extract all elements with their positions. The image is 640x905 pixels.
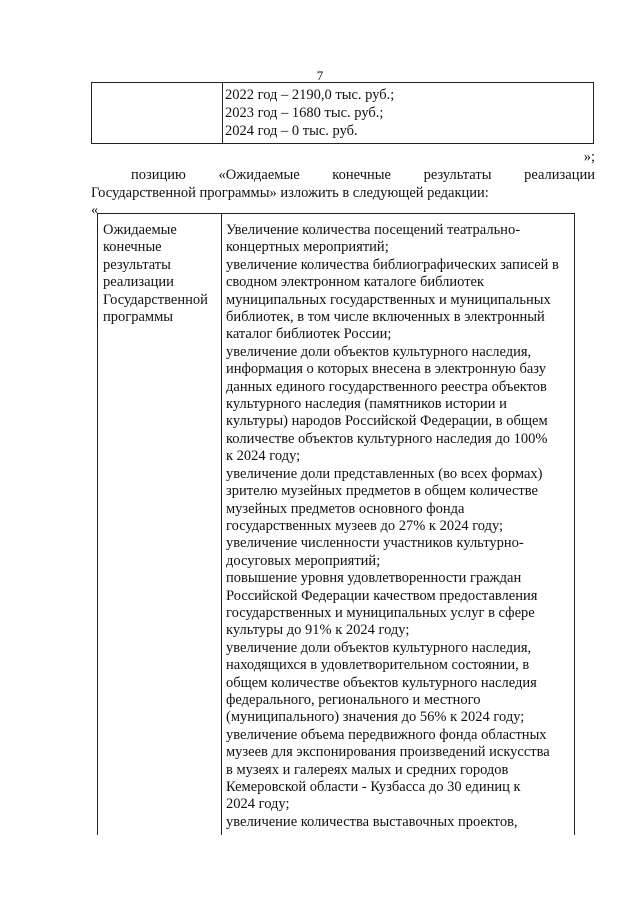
table-column-divider <box>222 83 223 143</box>
text-line: музеев для экспонирования произведений искусства <box>226 744 550 761</box>
text-line: увеличение количества выставочных проектов, <box>226 813 518 830</box>
text-line: библиотек, в том числе включенных в электронный <box>226 309 545 326</box>
results-table-content-cell <box>226 222 574 831</box>
text-line: Ожидаемые <box>103 222 177 238</box>
text-line: (муниципального) значения до 56% к 2024 году; <box>226 709 525 726</box>
text-line: федерального, регионального и местного <box>226 691 481 708</box>
text-line: культуры) народов Российской Федерации, в общем <box>226 413 548 430</box>
text-line: увеличение численности участников культурно- <box>226 535 524 552</box>
funding-line: 2023 год – 1680 тыс. руб.; <box>225 105 384 121</box>
text-line: культуры до 91% к 2024 году; <box>226 622 410 639</box>
instruction-line-2: Государственной программы» изложить в следующей редакции: <box>91 185 489 201</box>
text-line: повышение уровня удовлетворенности граждан <box>226 570 522 587</box>
text-line: количестве объектов культурного наследия до 100% <box>226 430 548 447</box>
text-line: зрителю музейных предметов в общем количестве <box>226 483 538 500</box>
results-table <box>97 213 575 835</box>
text-line: каталог библиотек России; <box>226 326 392 343</box>
text-line: концертных мероприятий; <box>226 239 389 256</box>
text-line: информация о которых внесена в электронную базу <box>226 361 546 378</box>
text-line: конечные <box>103 239 162 256</box>
text-line: увеличение доли объектов культурного наследия, <box>226 639 532 656</box>
text-line: Увеличение количества посещений театрально- <box>226 222 521 238</box>
text-line: Государственной <box>103 291 208 308</box>
text-line: Российской Федерации качеством предоставления <box>226 587 538 604</box>
results-table-label-cell <box>103 222 221 326</box>
text-line: муниципальных государственных и муниципальных <box>226 291 551 308</box>
text-line: досуговых мероприятий; <box>226 552 381 569</box>
page-number: 7 <box>316 68 324 83</box>
text-line: сводном электронном каталоге библиотек <box>226 274 485 291</box>
text-line: культурного наследия (памятников истории и <box>226 396 507 413</box>
text-line: государственных и муниципальных услуг в сфере <box>226 604 535 621</box>
funding-table-right-cell <box>225 86 394 140</box>
funding-table <box>91 82 594 144</box>
text-line: 2024 году; <box>226 796 290 813</box>
text-line: результаты <box>103 256 171 273</box>
text-line: в музеях и галереях малых и средних городов <box>226 761 509 778</box>
text-line: находящихся в удовлетворительном состоянии, в <box>226 657 530 674</box>
text-line: программы <box>103 309 173 326</box>
funding-line: 2024 год – 0 тыс. руб. <box>225 123 358 139</box>
closing-quote-mark: »; <box>583 149 595 165</box>
instruction-paragraph <box>91 166 595 202</box>
text-line: данных единого государственного реестра объектов <box>226 378 547 395</box>
text-line: общем количестве объектов культурного наследия <box>226 674 537 691</box>
text-line: увеличение доли представленных (во всех формах) <box>226 465 543 482</box>
text-line: музейных предметов основного фонда <box>226 500 465 517</box>
instruction-line-1: позицию «Ожидаемые конечные результаты реализации <box>131 167 595 183</box>
text-line: увеличение объема передвижного фонда областных <box>226 726 547 743</box>
text-line: увеличение доли объектов культурного наследия, <box>226 343 532 360</box>
text-line: государственных музеев до 27% к 2024 году; <box>226 517 504 534</box>
opening-quote-mark: « <box>91 202 99 218</box>
text-line: увеличение количества библиографических записей в <box>226 256 559 273</box>
funding-line: 2022 год – 2190,0 тыс. руб.; <box>225 87 395 103</box>
text-line: Кемеровской области - Кузбасса до 30 единиц к <box>226 779 521 795</box>
text-line: к 2024 году; <box>226 448 301 465</box>
text-line: реализации <box>103 274 174 291</box>
table-column-divider <box>221 214 222 835</box>
